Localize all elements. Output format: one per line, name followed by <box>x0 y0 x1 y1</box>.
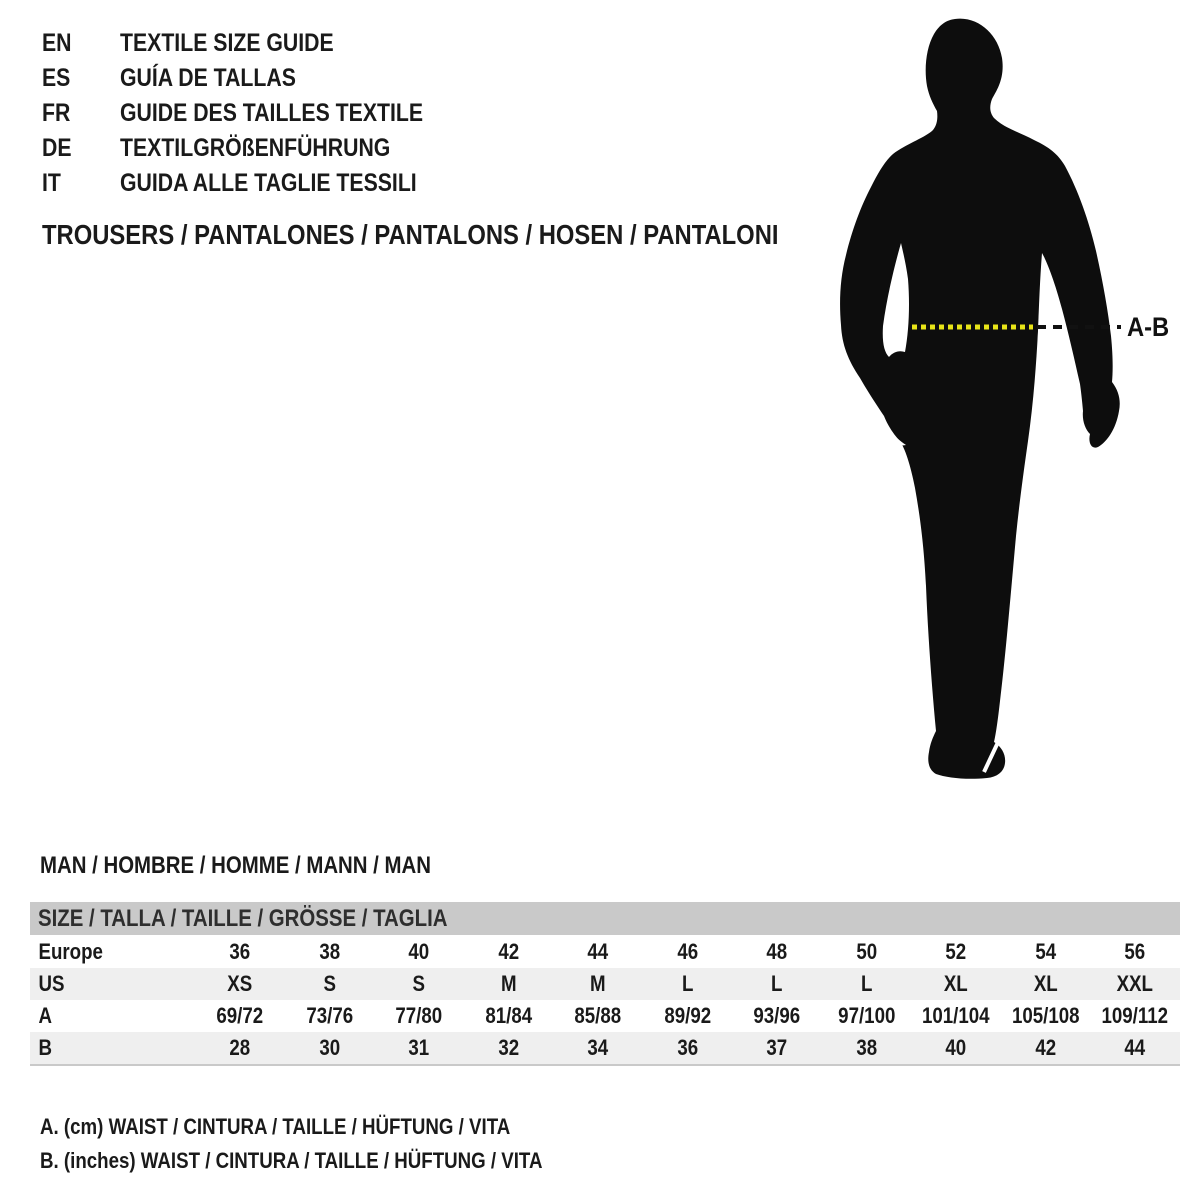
cell-value: 42 <box>498 939 519 964</box>
cell-value: XS <box>227 971 253 996</box>
guide-title-it: GUIDA ALLE TAGLIE TESSILI <box>120 169 417 197</box>
cell-value: 36 <box>229 939 251 964</box>
cell-value: 50 <box>856 939 878 964</box>
cell-value: 38 <box>856 1035 878 1060</box>
cell-value: 40 <box>408 939 430 964</box>
cell-value: 97/100 <box>838 1003 896 1028</box>
cell-value: 28 <box>229 1035 251 1060</box>
cell-value: 48 <box>766 939 788 964</box>
cell-value: 38 <box>318 939 340 964</box>
cell-value: 81/84 <box>485 1003 532 1028</box>
language-row-fr <box>42 96 477 131</box>
footnote-b: B. (inches) WAIST / CINTURA / TAILLE / HÜFTUNG / VITA <box>40 1148 543 1173</box>
cell-value: 54 <box>1035 939 1057 964</box>
language-title-block <box>42 26 477 201</box>
section-title-man: MAN / HOMBRE / HOMME / MANN / MAN <box>40 852 431 879</box>
language-code: IT <box>42 169 61 197</box>
cell-value: XXL <box>1117 971 1154 996</box>
cell-value: L <box>681 971 694 996</box>
cell-value: 46 <box>677 939 698 964</box>
cell-value: M <box>500 971 517 996</box>
size-table-header: SIZE / TALLA / TAILLE / GRÖSSE / TAGLIA <box>30 902 1180 935</box>
cell-value: 56 <box>1124 939 1146 964</box>
table-row-us <box>30 968 1180 1000</box>
measurement-footnotes <box>40 1110 631 1178</box>
cell-value: 85/88 <box>574 1003 622 1028</box>
language-row-de <box>42 131 477 166</box>
cell-value: 32 <box>498 1035 519 1060</box>
cell-value: 109/112 <box>1101 1003 1169 1028</box>
language-row-en <box>42 26 477 61</box>
guide-title-de: TEXTILGRÖßENFÜHRUNG <box>120 134 391 162</box>
cell-value: L <box>860 971 873 996</box>
cell-value: 93/96 <box>753 1003 801 1028</box>
language-row-it <box>42 166 477 201</box>
row-label: B <box>38 1035 53 1060</box>
cell-value: 30 <box>318 1035 340 1060</box>
cell-value: 52 <box>945 939 967 964</box>
cell-value: 101/104 <box>922 1003 990 1028</box>
cell-value: 36 <box>677 1035 698 1060</box>
cell-value: 44 <box>587 939 609 964</box>
cell-value: 69/72 <box>216 1003 264 1028</box>
language-code: FR <box>42 99 71 127</box>
category-title: TROUSERS / PANTALONES / PANTALONS / HOSEN / PANTALONI <box>42 219 779 250</box>
language-code: EN <box>42 29 72 57</box>
cell-value: M <box>590 971 606 996</box>
footnote-a: A. (cm) WAIST / CINTURA / TAILLE / HÜFTUNG / VITA <box>40 1114 511 1139</box>
guide-title-en: TEXTILE SIZE GUIDE <box>120 29 334 57</box>
guide-title-fr: GUIDE DES TAILLES TEXTILE <box>120 99 424 127</box>
cell-value: S <box>412 971 426 996</box>
guide-title-es: GUÍA DE TALLAS <box>120 64 296 92</box>
cell-value: S <box>323 971 336 996</box>
table-row-a-cm <box>30 1000 1180 1032</box>
cell-value: 73/76 <box>305 1003 353 1028</box>
cell-value: 42 <box>1035 1035 1057 1060</box>
row-label: Europe <box>38 939 103 964</box>
man-silhouette <box>840 19 1120 779</box>
table-row-b-inches <box>30 1032 1180 1064</box>
row-label: A <box>38 1003 53 1028</box>
cell-value: 37 <box>766 1035 788 1060</box>
table-row-europe <box>30 936 1180 968</box>
cell-value: 89/92 <box>664 1003 711 1028</box>
size-guide-figure <box>820 0 1200 800</box>
row-label: US <box>38 971 65 996</box>
waist-marker-label: A-B <box>1127 312 1170 343</box>
language-code: DE <box>42 134 72 162</box>
cell-value: L <box>771 971 783 996</box>
cell-value: 34 <box>587 1035 609 1060</box>
cell-value: 40 <box>945 1035 967 1060</box>
language-row-es <box>42 61 477 96</box>
cell-value: XL <box>944 971 969 996</box>
cell-value: 31 <box>408 1035 430 1060</box>
cell-value: 44 <box>1124 1035 1146 1060</box>
cell-value: 77/80 <box>395 1003 443 1028</box>
cell-value: XL <box>1033 971 1058 996</box>
language-code: ES <box>42 64 71 92</box>
cell-value: 105/108 <box>1011 1003 1080 1028</box>
size-table <box>30 902 1180 1066</box>
